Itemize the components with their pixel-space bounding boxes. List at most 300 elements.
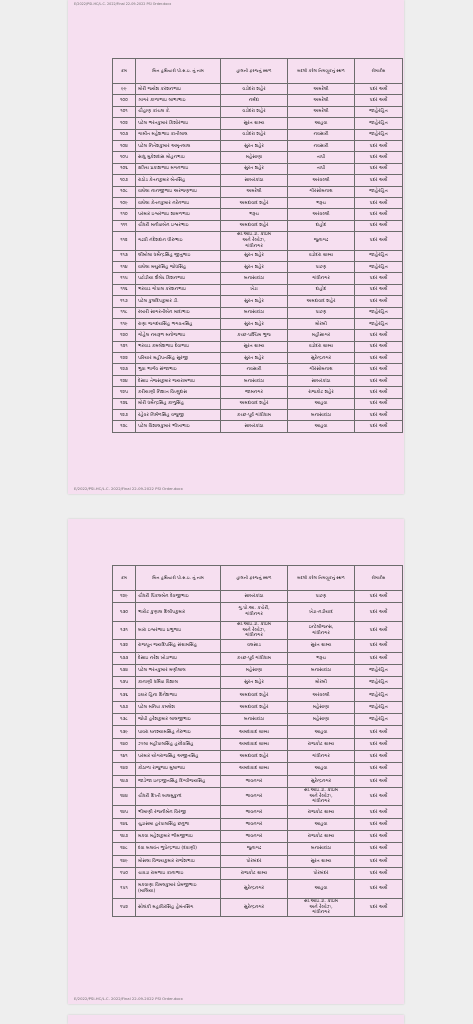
remarks-cell: પદર અર્થે bbox=[355, 232, 403, 251]
table-row bbox=[113, 750, 403, 762]
current-post-cell: સુરત શહેર bbox=[221, 353, 288, 364]
new-post-cell: ગાંધીનગર bbox=[288, 750, 355, 762]
officer-name-cell: રાઠોડ કેતનકુમાર બેતસિંહ bbox=[136, 175, 221, 186]
officer-name-cell: પરમાર ઇશ્વરભાઇ શામળભાઇ bbox=[136, 209, 221, 220]
current-post-cell: સુરત શહેર bbox=[221, 140, 288, 151]
remarks-cell: જાહેરહિત bbox=[355, 689, 403, 701]
new-post-cell: સુરેન્દ્રનગર bbox=[288, 775, 355, 787]
remarks-cell: પદર અર્થે bbox=[355, 330, 403, 341]
serial-cell: ૧૧૬ bbox=[113, 284, 136, 295]
serial-cell: ૧૦૩ bbox=[113, 129, 136, 140]
new-post-cell: ઇન્ટેલીજન્સ, ગાંધીનગર bbox=[288, 621, 355, 640]
new-post-cell: આહવા bbox=[288, 398, 355, 409]
page-footer-path: E/2022/PSI-HC/L.C. 2022/Final 22-09-2022 PSI Order.docx bbox=[74, 486, 183, 491]
new-post-cell: અમરેલી bbox=[288, 84, 355, 95]
serial-cell: ૧૧૭ bbox=[113, 296, 136, 307]
current-post-cell: ગુ.પો.આ. કચેરી, ગાંધીનગર bbox=[221, 603, 288, 622]
serial-cell: ૧૧૮ bbox=[113, 307, 136, 318]
current-post-cell: કચ્છ-પૂર્વ ગાંધીધામ bbox=[221, 652, 288, 664]
serial-cell: ૧૨૯ bbox=[113, 591, 136, 603]
table-row bbox=[113, 714, 403, 726]
table-row bbox=[113, 106, 403, 117]
officer-name-cell: પટેલ વિશાલકુમાર ભીખાભાઇ bbox=[136, 421, 221, 432]
new-post-cell: આહવા bbox=[288, 763, 355, 775]
current-post-cell: રાજકોટ ગ્રામ્ય bbox=[221, 867, 288, 879]
header-serial: ક્રમ bbox=[113, 59, 136, 84]
new-post-cell: ગીરસોમનાથ bbox=[288, 364, 355, 375]
table-row bbox=[113, 364, 403, 375]
officer-name-cell: લીંબોલા ધર્મેન્દ્રસિંહ જીતુભાઇ bbox=[136, 250, 221, 261]
officer-name-cell: ચૌધરી દિપ્તી બાલમુકુન્દ bbox=[136, 787, 221, 806]
serial-cell: ૧૪૫ bbox=[113, 806, 136, 818]
officer-name-cell: ગઢવી નંદેશદાન ધીરુભાઇ bbox=[136, 232, 221, 251]
new-post-cell: સુરત ગ્રામ્ય bbox=[288, 855, 355, 867]
table-row bbox=[113, 140, 403, 151]
table-row bbox=[113, 818, 403, 830]
serial-cell: ૧૩૪ bbox=[113, 664, 136, 676]
remarks-cell: પદર અર્થે bbox=[355, 898, 403, 917]
serial-cell: ૧૪૬ bbox=[113, 818, 136, 830]
header-name: બિન હથિયારી પો.સ.ઇ. નું નામ bbox=[136, 566, 221, 591]
new-post-cell: દાહોદ bbox=[288, 220, 355, 231]
current-post-cell: બનાસકાંઠા bbox=[221, 273, 288, 284]
new-post-cell: અરવલ્લી bbox=[288, 209, 355, 220]
officer-name-cell: ભરવાડ ગોપાલ કરશનભાઇ bbox=[136, 284, 221, 295]
header-serial: ક્રમ bbox=[113, 566, 136, 591]
remarks-cell: પદર અર્થે bbox=[355, 273, 403, 284]
current-post-cell: નર્મદા bbox=[221, 95, 288, 106]
current-post-cell: સુરત શહેર bbox=[221, 318, 288, 329]
serial-cell: ૧૩૨ bbox=[113, 640, 136, 652]
table-row bbox=[113, 209, 403, 220]
officer-name-cell: વાઘેલા કેતનકુમાર નરેનભાઇ bbox=[136, 197, 221, 208]
officer-name-cell: કોઠાળા રાજુભાઇ મુલાભાઇ bbox=[136, 763, 221, 775]
current-post-cell: સાબરકાંઠા bbox=[221, 421, 288, 432]
table-row bbox=[113, 284, 403, 295]
new-post-cell: સુરેન્દ્રનગર bbox=[288, 353, 355, 364]
new-post-cell: બનાસકાંઠા bbox=[288, 664, 355, 676]
remarks-cell: પદર અર્થે bbox=[355, 296, 403, 307]
remarks-cell: પદર અર્થે bbox=[355, 140, 403, 151]
document-page-3 bbox=[68, 1015, 404, 1024]
serial-cell: ૧૧૯ bbox=[113, 318, 136, 329]
current-post-cell: સુરત શહેર bbox=[221, 296, 288, 307]
table-row bbox=[113, 726, 403, 738]
page-header-path: E/2022/PSI-HC/L.C. 2022/Final 22-09-2022 PSI Order.docx bbox=[74, 2, 172, 6]
remarks-cell: પદર અર્થે bbox=[355, 726, 403, 738]
remarks-cell: જાહેરહિત bbox=[355, 664, 403, 676]
officer-name-cell: ભારોટ કુણાલ દિલીપકુમાર bbox=[136, 603, 221, 622]
serial-cell: ૧૩૭ bbox=[113, 701, 136, 713]
officer-name-cell: મોરી ધર્મેન્દ્રસિંહ કાળુસિંહ bbox=[136, 398, 221, 409]
remarks-cell: પદર અર્થે bbox=[355, 738, 403, 750]
serial-cell: ૧૧૧ bbox=[113, 220, 136, 231]
current-post-cell: સી.આઇ.ડી. ક્રાઇમ અને રેલ્વેઝ, ગાંધીનગર bbox=[221, 621, 288, 640]
serial-cell: ૧૨૫ bbox=[113, 387, 136, 398]
remarks-cell: પદર અર્થે bbox=[355, 375, 403, 386]
new-post-cell: રાજકોટ ગ્રામ્ય bbox=[288, 806, 355, 818]
new-post-cell: પાટણ bbox=[288, 261, 355, 272]
current-post-cell: સાબરકાંઠા bbox=[221, 591, 288, 603]
document-page-2 bbox=[68, 519, 404, 1004]
current-post-cell: સુરત શહેર bbox=[221, 677, 288, 689]
current-post-cell: સુરત શહેર bbox=[221, 261, 288, 272]
table-row bbox=[113, 640, 403, 652]
officer-name-cell: ચૌધરી પિંકલબેન દેવજીભાઇ bbox=[136, 591, 221, 603]
officer-name-cell: ચૌધરી મનીષાબેન ઇશ્વરભાઇ bbox=[136, 220, 221, 231]
table-row bbox=[113, 664, 403, 676]
new-post-cell: બનાસકાંઠા bbox=[288, 410, 355, 421]
officer-name-cell: ભુવા ભાર્ગવ સંજાભાઇ bbox=[136, 364, 221, 375]
officer-name-cell: રાણા જગદયસિંહ ભગવતસિંહ bbox=[136, 318, 221, 329]
remarks-cell: પદર અર્થે bbox=[355, 806, 403, 818]
officer-name-cell: જોષી હરેશકુમાર લાલજીભાઇ bbox=[136, 714, 221, 726]
current-post-cell: અમદાવાદ શહેર bbox=[221, 701, 288, 713]
remarks-cell: પદર અર્થે bbox=[355, 220, 403, 231]
officer-name-cell: ચૌહાણ કાંચલ કે. bbox=[136, 106, 221, 117]
officer-name-cell: જાડેજા ઇન્દ્રજીતસિંહ દિગ્વીજયસિંહ bbox=[136, 775, 221, 787]
remarks-cell: પદર અર્થે bbox=[355, 353, 403, 364]
officer-name-cell: મોરી જયેશ કરશનભાઇ bbox=[136, 84, 221, 95]
table-row bbox=[113, 375, 403, 386]
header-new-post: બદલી કરેલ નિમણૂકનું સ્થળ bbox=[288, 59, 355, 84]
table-row bbox=[113, 318, 403, 329]
current-post-cell: સુરત ગ્રામ્ય bbox=[221, 341, 288, 352]
serial-cell: ૧૧૨ bbox=[113, 232, 136, 251]
remarks-cell: પદર અર્થે bbox=[355, 880, 403, 899]
new-post-cell: આહવા bbox=[288, 818, 355, 830]
table-row bbox=[113, 421, 403, 432]
current-post-cell: અમદાવાદ શહેર bbox=[221, 689, 288, 701]
remarks-cell: જાહેરહિત bbox=[355, 318, 403, 329]
remarks-cell: પદર અર્થે bbox=[355, 284, 403, 295]
serial-cell: ૧૪૨ bbox=[113, 763, 136, 775]
table-row bbox=[113, 621, 403, 640]
current-post-cell: મહેસાણા bbox=[221, 152, 288, 163]
officer-name-cell: રબારી સાગરતીબેન માદાભાઇ bbox=[136, 307, 221, 318]
remarks-cell: જાહેરહિત bbox=[355, 677, 403, 689]
remarks-cell: પદર અર્થે bbox=[355, 763, 403, 775]
officer-name-cell: ભરવાડ કમલેશભાઇ દેવાભાઇ bbox=[136, 341, 221, 352]
header-new-post: બદલી કરેલ નિમણૂકનું સ્થળ bbox=[288, 566, 355, 591]
current-post-cell: અમદાવાદ ગ્રામ્ય bbox=[221, 738, 288, 750]
serial-cell: ૧૫૨ bbox=[113, 898, 136, 917]
serial-cell: ૧૦૪ bbox=[113, 140, 136, 151]
table-row bbox=[113, 763, 403, 775]
officer-name-cell: ઠક્કર હિના દિનેશભાઇ bbox=[136, 689, 221, 701]
serial-cell: ૧૧૫ bbox=[113, 273, 136, 284]
new-post-cell: જુનાગઢ bbox=[288, 232, 355, 251]
table-row bbox=[113, 220, 403, 231]
serial-cell: ૧૪૯ bbox=[113, 855, 136, 867]
new-post-cell: ભરૂચ bbox=[288, 652, 355, 664]
officer-name-cell: પાવરા ઘનશ્યામસિંહ નેરુભાઇ bbox=[136, 726, 221, 738]
remarks-cell: પદર અર્થે bbox=[355, 341, 403, 352]
new-post-cell: પોરબંદર bbox=[288, 867, 355, 879]
officer-name-cell: ગામીત મહેશભાઇ કાતીલાલ bbox=[136, 129, 221, 140]
current-post-cell: સુરત શહેર bbox=[221, 250, 288, 261]
current-post-cell: જામનગર bbox=[221, 387, 288, 398]
current-post-cell: ભરૂચ bbox=[221, 209, 288, 220]
remarks-cell: જાહેરહિત bbox=[355, 250, 403, 261]
serial-cell: ૧૨૦ bbox=[113, 330, 136, 341]
serial-cell: ૧૦૦ bbox=[113, 95, 136, 106]
header-remarks: રીમાર્કસ bbox=[355, 566, 403, 591]
serial-cell: ૧૫૧ bbox=[113, 880, 136, 899]
table-row bbox=[113, 603, 403, 622]
new-post-cell: આહવા bbox=[288, 421, 355, 432]
remarks-cell: પદર અર્થે bbox=[355, 398, 403, 409]
new-post-cell: બનાસકાંઠા bbox=[288, 843, 355, 855]
remarks-cell: જાહેરહિત bbox=[355, 129, 403, 140]
serial-cell: ૧૨૧ bbox=[113, 341, 136, 352]
table-row bbox=[113, 118, 403, 129]
current-post-cell: અમદાવાદ શહેર bbox=[221, 398, 288, 409]
current-post-cell: જુનાગઢ bbox=[221, 843, 288, 855]
officer-name-cell: મોસલા વિજયકુમાર રાજેશભાઇ bbox=[136, 855, 221, 867]
table-row bbox=[113, 867, 403, 879]
remarks-cell: પદર અર્થે bbox=[355, 843, 403, 855]
new-post-cell: મોરબી bbox=[288, 677, 355, 689]
serial-cell: ૧૦૯ bbox=[113, 197, 136, 208]
serial-cell: ૧૫૦ bbox=[113, 867, 136, 879]
table-row bbox=[113, 307, 403, 318]
serial-cell: ૧૪૩ bbox=[113, 775, 136, 787]
table-row bbox=[113, 880, 403, 899]
new-post-cell: ગાંધીનગર bbox=[288, 273, 355, 284]
new-post-cell: મહેસાણા bbox=[288, 701, 355, 713]
serial-cell: ૧૪૪ bbox=[113, 787, 136, 806]
current-post-cell: અમદાવાદ શહેર bbox=[221, 220, 288, 231]
current-post-cell: નવસારી bbox=[221, 364, 288, 375]
new-post-cell: સુરત ગ્રામ્ય bbox=[288, 640, 355, 652]
current-post-cell: ખેડા bbox=[221, 284, 288, 295]
table-row bbox=[113, 84, 403, 95]
table-row bbox=[113, 296, 403, 307]
serial-cell: ૧૨૬ bbox=[113, 398, 136, 409]
table-row bbox=[113, 830, 403, 842]
new-post-cell: પાટણ bbox=[288, 307, 355, 318]
serial-cell: ૧૨૪ bbox=[113, 375, 136, 386]
officer-name-cell: ઞાગર કાળાભાઇ લાભાભાઇ bbox=[136, 95, 221, 106]
table-row bbox=[113, 353, 403, 364]
officer-name-cell: મકવા મહેશકુમાર ભીમજીભાઇ bbox=[136, 830, 221, 842]
new-post-cell: રાજકોટ ગ્રામ્ય bbox=[288, 738, 355, 750]
new-post-cell: આહવા bbox=[288, 880, 355, 899]
remarks-cell: જાહેરહિત bbox=[355, 701, 403, 713]
new-post-cell: નવસારી bbox=[288, 129, 355, 140]
table-row bbox=[113, 273, 403, 284]
new-post-cell: અમરેલી bbox=[288, 106, 355, 117]
current-post-cell: સી.આઇ.ડી. ક્રાઇમ અને રેલ્વેઝ, ગાંધીનગર bbox=[221, 232, 288, 251]
officer-name-cell: રાજપૂત જયદિપસિંહ સંગ્રામસિંહ bbox=[136, 640, 221, 652]
current-post-cell: વલસાડ bbox=[221, 640, 288, 652]
remarks-cell: પદર અર્થે bbox=[355, 603, 403, 622]
new-post-cell: રાજકોટ શહેર bbox=[288, 387, 355, 398]
table-row bbox=[113, 689, 403, 701]
remarks-cell: જાહેરહિત bbox=[355, 261, 403, 272]
officer-name-cell: વાઘેલા નાનજીભાઇ અરજણભાઇ bbox=[136, 186, 221, 197]
new-post-cell: ખેડા-નડીયાદ bbox=[288, 603, 355, 622]
current-post-cell: ભાવનગર bbox=[221, 830, 288, 842]
officer-name-cell: વાઘેલા મયુરસિંહ જોધસિંહ bbox=[136, 261, 221, 272]
new-post-cell: ગીરસોમનાથ bbox=[288, 186, 355, 197]
remarks-cell: પદર અર્થે bbox=[355, 175, 403, 186]
current-post-cell: અમદાવાદ શહેર bbox=[221, 750, 288, 762]
officer-name-cell: પટેલ મનિષા કમલેશ bbox=[136, 701, 221, 713]
current-post-cell: ભાવનગર bbox=[221, 787, 288, 806]
serial-cell: ૧૩૫ bbox=[113, 677, 136, 689]
officer-name-cell: કાનાણી ધર્મિષા વિશાલ bbox=[136, 677, 221, 689]
table-row bbox=[113, 898, 403, 917]
table-row bbox=[113, 787, 403, 806]
officer-name-cell: ભીમાણી રજનીબેન વિરજી bbox=[136, 806, 221, 818]
officer-name-cell: દેસાઇ નરેશ ખોડાભાઇ bbox=[136, 652, 221, 664]
table-row bbox=[113, 701, 403, 713]
current-post-cell: સુરત શહેર bbox=[221, 163, 288, 174]
serial-cell: ૧૪૧ bbox=[113, 750, 136, 762]
current-post-cell: અમદાવાદ શહેર bbox=[221, 197, 288, 208]
officer-name-cell: પરિયાર મહીપતસિંહ સુરજી bbox=[136, 353, 221, 364]
officer-name-cell: પટેલ ભરતકુમાર કિશોરભાઇ bbox=[136, 118, 221, 129]
remarks-cell: પદર અર્થે bbox=[355, 830, 403, 842]
officer-name-cell: પટોડીયા શૈલેષ કિશનભાઇ bbox=[136, 273, 221, 284]
new-post-cell: નવસારી bbox=[288, 140, 355, 151]
new-post-cell: તાપી bbox=[288, 152, 355, 163]
current-post-cell: ભાવનગર bbox=[221, 775, 288, 787]
officer-name-cell: ગોહેલ નયરૂભ મનોજભાઇ bbox=[136, 330, 221, 341]
remarks-cell: પદર અર્થે bbox=[355, 775, 403, 787]
document-page-1 bbox=[68, 0, 404, 494]
table-row bbox=[113, 387, 403, 398]
table-row bbox=[113, 843, 403, 855]
current-post-cell: સુરત ગ્રામ્ય bbox=[221, 118, 288, 129]
serial-cell: ૧૦૫ bbox=[113, 152, 136, 163]
current-post-cell: કચ્છ-પશ્ચિમ ભુજ bbox=[221, 330, 288, 341]
serial-cell: ૧૪૦ bbox=[113, 738, 136, 750]
current-post-cell: બનાસકાંઠા bbox=[221, 714, 288, 726]
table-row bbox=[113, 186, 403, 197]
new-post-cell: સી.આઇ.ડી. ક્રાઇમ અને રેલ્વેઝ, ગાંધીનગર bbox=[288, 898, 355, 917]
remarks-cell: પદર અર્થે bbox=[355, 867, 403, 879]
remarks-cell: પદર અર્થે bbox=[355, 750, 403, 762]
current-post-cell: વડોદરા શહેર bbox=[221, 84, 288, 95]
current-post-cell: કચ્છ-પૂર્વ ગાંધીધામ bbox=[221, 410, 288, 421]
table-row bbox=[113, 129, 403, 140]
officer-name-cell: મકવાણા વિમલકુમાર પ્રેમજીભાઇ (માલિયા) bbox=[136, 880, 221, 899]
remarks-cell: જાહેરહિત bbox=[355, 307, 403, 318]
new-post-cell: ભરૂચ bbox=[288, 197, 355, 208]
new-post-cell: આહવા bbox=[288, 118, 355, 129]
serial-cell: ૧૩૮ bbox=[113, 714, 136, 726]
table-row bbox=[113, 738, 403, 750]
serial-cell: ૧૩૧ bbox=[113, 621, 136, 640]
serial-cell: ૧૩૦ bbox=[113, 603, 136, 622]
remarks-cell: પદર અર્થે bbox=[355, 640, 403, 652]
new-post-cell: વડોદરા ગ્રામ્ય bbox=[288, 250, 355, 261]
remarks-cell: પદર અર્થે bbox=[355, 84, 403, 95]
table-row bbox=[113, 197, 403, 208]
header-name: બિન હથિયારી પો.સ.ઇ. નું નામ bbox=[136, 59, 221, 84]
current-post-cell: અમદાવાદ ગ્રામ્ય bbox=[221, 763, 288, 775]
remarks-cell: પદર અર્થે bbox=[355, 421, 403, 432]
remarks-cell: પદર અર્થે bbox=[355, 652, 403, 664]
current-post-cell: ભાવનગર bbox=[221, 806, 288, 818]
current-post-cell: ભાવનગર bbox=[221, 818, 288, 830]
table-row bbox=[113, 652, 403, 664]
remarks-cell: જાહેરહિત bbox=[355, 714, 403, 726]
new-post-cell: અરવલ્લી bbox=[288, 175, 355, 186]
officer-name-cell: ચાવડા રામભાઇ કાનાભાઇ bbox=[136, 867, 221, 879]
current-post-cell: બનાસકાંઠા bbox=[221, 375, 288, 386]
officer-name-cell: દવા બલવંત ભુપેન્દ્રભાઇ (દવાણી) bbox=[136, 843, 221, 855]
remarks-cell: જાહેરહિત bbox=[355, 118, 403, 129]
officer-name-cell: બારા ઇશ્વરભાઇ પ્રભુભાઇ bbox=[136, 621, 221, 640]
table-row bbox=[113, 250, 403, 261]
transfer-table-1 bbox=[112, 58, 403, 433]
new-post-cell: દાહોદ bbox=[288, 284, 355, 295]
remarks-cell: પદર અર્થે bbox=[355, 152, 403, 163]
remarks-cell: પદર અર્થે bbox=[355, 787, 403, 806]
new-post-cell: આહવા bbox=[288, 726, 355, 738]
table-row bbox=[113, 152, 403, 163]
new-post-cell: સાબરકાંઠા bbox=[288, 375, 355, 386]
officer-name-cell: સોલંકી મહાવિરસિંહ હેમંતસિંગ bbox=[136, 898, 221, 917]
officer-name-cell: ચુડાસમા હરપાલસિંહ છનુભા bbox=[136, 818, 221, 830]
table-row bbox=[113, 163, 403, 174]
serial-cell: ૧૦૨ bbox=[113, 118, 136, 129]
serial-cell: ૧૧૪ bbox=[113, 261, 136, 272]
table-row bbox=[113, 591, 403, 603]
table-row bbox=[113, 95, 403, 106]
table-row bbox=[113, 398, 403, 409]
remarks-cell: જાહેરહિત bbox=[355, 106, 403, 117]
new-post-cell: મોરબી bbox=[288, 318, 355, 329]
header-current-post: હાલની ફરજનું સ્થળ bbox=[221, 566, 288, 591]
officer-name-cell: પટેલ કુલદિપકુમાર ડી. bbox=[136, 296, 221, 307]
new-post-cell: સી.આઇ.ડી. ક્રાઇમ અને રેલ્વેઝ, ગાંધીનગર bbox=[288, 787, 355, 806]
remarks-cell: પદર અર્થે bbox=[355, 621, 403, 640]
serial-cell: ૧૦૧ bbox=[113, 106, 136, 117]
current-post-cell: પોરબંદર bbox=[221, 855, 288, 867]
remarks-cell: પદર અર્થે bbox=[355, 818, 403, 830]
new-post-cell: અમદાવાદ શહેર bbox=[288, 296, 355, 307]
serial-cell: ૧૨૭ bbox=[113, 410, 136, 421]
current-post-cell: વડોદરા શહેર bbox=[221, 129, 288, 140]
remarks-cell: પદર અર્થે bbox=[355, 364, 403, 375]
table-header-row bbox=[113, 59, 403, 84]
remarks-cell: પદર અર્થે bbox=[355, 95, 403, 106]
serial-cell: ૧૧૩ bbox=[113, 250, 136, 261]
current-post-cell: બનાસકાંઠા bbox=[221, 307, 288, 318]
table-header-row bbox=[113, 566, 403, 591]
current-post-cell: સુરેન્દ્રનગર bbox=[221, 898, 288, 917]
remarks-cell: પદર અર્થે bbox=[355, 855, 403, 867]
serial-cell: ૧૨૮ bbox=[113, 421, 136, 432]
transfer-table-2 bbox=[112, 565, 403, 917]
table-row bbox=[113, 330, 403, 341]
table-row bbox=[113, 175, 403, 186]
new-post-cell: તાપી bbox=[288, 163, 355, 174]
officer-name-cell: પટેલ ભરતકુમાર મણીલાલ bbox=[136, 664, 221, 676]
officer-name-cell: કરીયાણી નિશાત વિષ્ણુદાસ bbox=[136, 387, 221, 398]
transfer-table-body bbox=[113, 84, 403, 433]
remarks-cell: પદર અર્થે bbox=[355, 209, 403, 220]
new-post-cell: અમરેલી bbox=[288, 95, 355, 106]
current-post-cell: અમદાવાદ ગ્રામ્ય bbox=[221, 726, 288, 738]
officer-name-cell: સાધુ મુકેશદાસ મોહનભાઇ bbox=[136, 152, 221, 163]
current-post-cell: સાબરકાંઠા bbox=[221, 175, 288, 186]
